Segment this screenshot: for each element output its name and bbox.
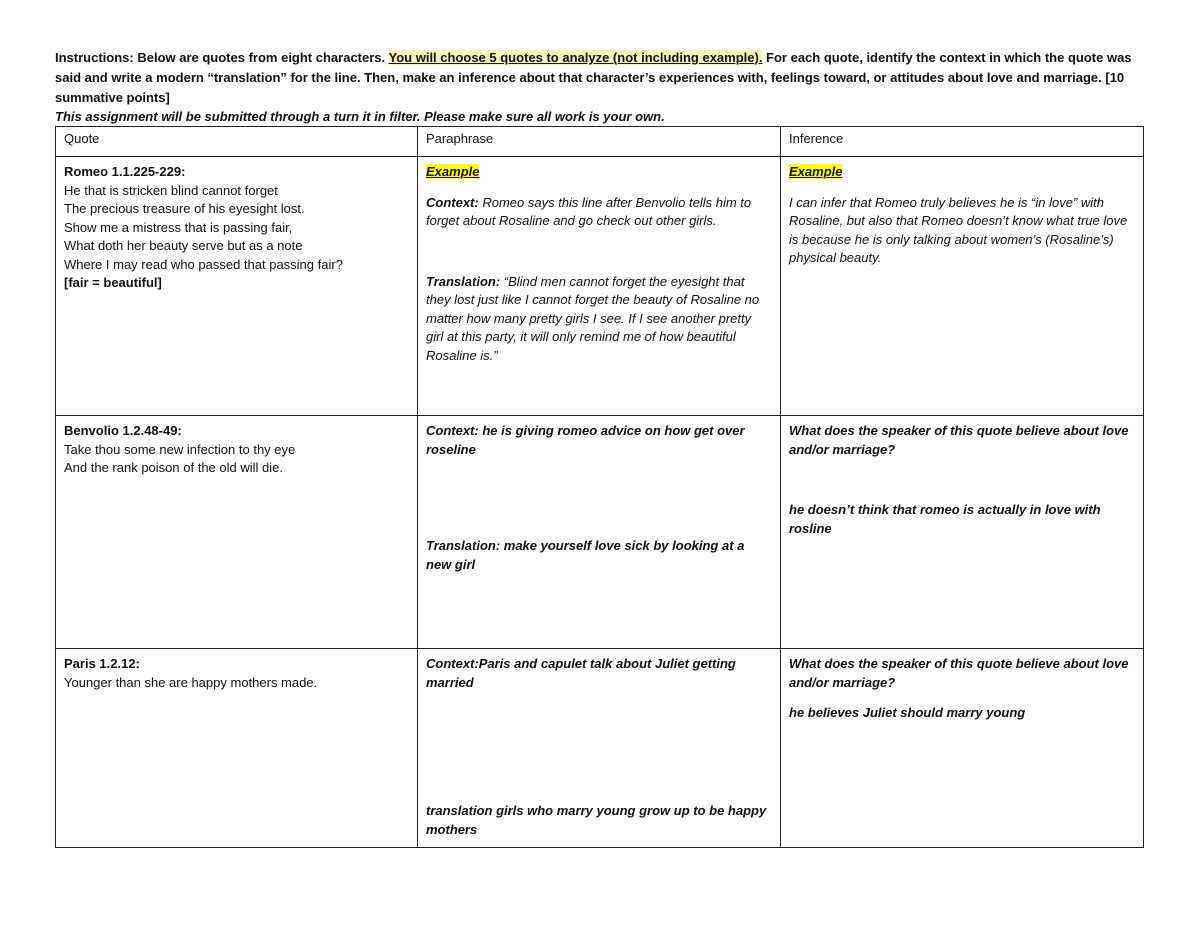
quote-reference: Romeo 1.1.225-229: xyxy=(64,164,186,179)
quote-line: Take thou some new infection to thy eye xyxy=(64,441,296,457)
context-label: Context: xyxy=(426,194,479,210)
translation-text: translation girls who marry young grow up to be happy mothers xyxy=(426,803,767,837)
instructions-highlight: You will choose 5 quotes to analyze (not including example). xyxy=(388,50,763,65)
context-body: Romeo says this line after Benvolio tells him to forget about Rosaline and go check out other girls. xyxy=(426,194,752,228)
inference-cell[interactable] xyxy=(781,416,1144,649)
paraphrase-cell[interactable] xyxy=(418,649,781,848)
inference-cell[interactable] xyxy=(781,649,1144,848)
example-tag: Example xyxy=(789,164,843,179)
header-paraphrase: Paraphrase xyxy=(418,127,781,157)
quote-line: He that is stricken blind cannot forget xyxy=(64,182,278,198)
paraphrase-cell xyxy=(418,157,781,416)
translation-text xyxy=(426,274,759,363)
table-row xyxy=(56,649,1144,848)
quote-line: The precious treasure of his eyesight lost. xyxy=(64,201,305,216)
quote-cell xyxy=(56,649,418,848)
instructions-intro: Instructions: Below are quotes from eight characters. xyxy=(55,50,389,65)
table-header-row xyxy=(56,127,1144,157)
context-text: Context:Paris and capulet talk about Juliet getting married xyxy=(426,656,736,690)
header-inference: Inference xyxy=(781,127,1144,157)
inference-answer: he doesn’t think that romeo is actually in love with rosline xyxy=(789,502,1101,536)
translation-body: “Blind men cannot forget the eyesight that they lost just like I cannot forget the beauty of Rosaline no matter how many pretty girls I see. If I see another pretty girl at this party, it will only remind me of how beautiful Rosaline is.” xyxy=(426,273,760,363)
table-row xyxy=(56,416,1144,649)
context-text: Context: he is giving romeo advice on how get over roseline xyxy=(426,423,745,457)
quote-cell xyxy=(56,416,418,649)
inference-cell xyxy=(781,157,1144,416)
quote-line: Where I may read who passed that passing fair? xyxy=(64,256,343,272)
instructions-details: For each quote, identify the context in which the quote was said and write a modern “translation” for the line. Then, make an inference about that character’s experiences with, feelings toward, or attitudes about love and marriage. [10 summative points] xyxy=(55,50,1132,105)
quote-gloss: [fair = beautiful] xyxy=(64,275,162,290)
inference-prompt: What does the speaker of this quote believe about love and/or marriage? xyxy=(789,423,1129,457)
context-text xyxy=(426,195,751,229)
quote-reference: Benvolio 1.2.48-49: xyxy=(64,423,182,438)
worksheet-page xyxy=(55,48,1143,848)
inference-text: I can infer that Romeo truly believes he is “in love” with Rosaline, but also that Romeo doesn’t know what true love is because he is only talking about women’s (Rosaline’s) physical beauty. xyxy=(789,194,1128,265)
quote-line: What doth her beauty serve but as a note xyxy=(64,238,303,253)
translation-text: Translation: make yourself love sick by looking at a new girl xyxy=(426,538,745,572)
inference-answer: he believes Juliet should marry young xyxy=(789,705,1026,720)
table-row xyxy=(56,157,1144,416)
header-quote: Quote xyxy=(56,127,418,157)
quote-line: Younger than she are happy mothers made. xyxy=(64,674,318,690)
paraphrase-cell[interactable] xyxy=(418,416,781,649)
submission-note: This assignment will be submitted through a turn it in filter. Please make sure all work is your own. xyxy=(55,109,665,124)
instructions-paragraph xyxy=(55,48,1143,108)
quote-reference: Paris 1.2.12: xyxy=(64,656,140,671)
inference-prompt: What does the speaker of this quote believe about love and/or marriage? xyxy=(789,656,1129,690)
quote-cell xyxy=(56,157,418,416)
translation-label: Translation: xyxy=(426,273,501,289)
quote-line: Show me a mistress that is passing fair, xyxy=(64,219,293,235)
example-tag: Example xyxy=(426,164,480,179)
quotes-table xyxy=(55,126,1144,848)
quote-line: And the rank poison of the old will die. xyxy=(64,460,283,475)
